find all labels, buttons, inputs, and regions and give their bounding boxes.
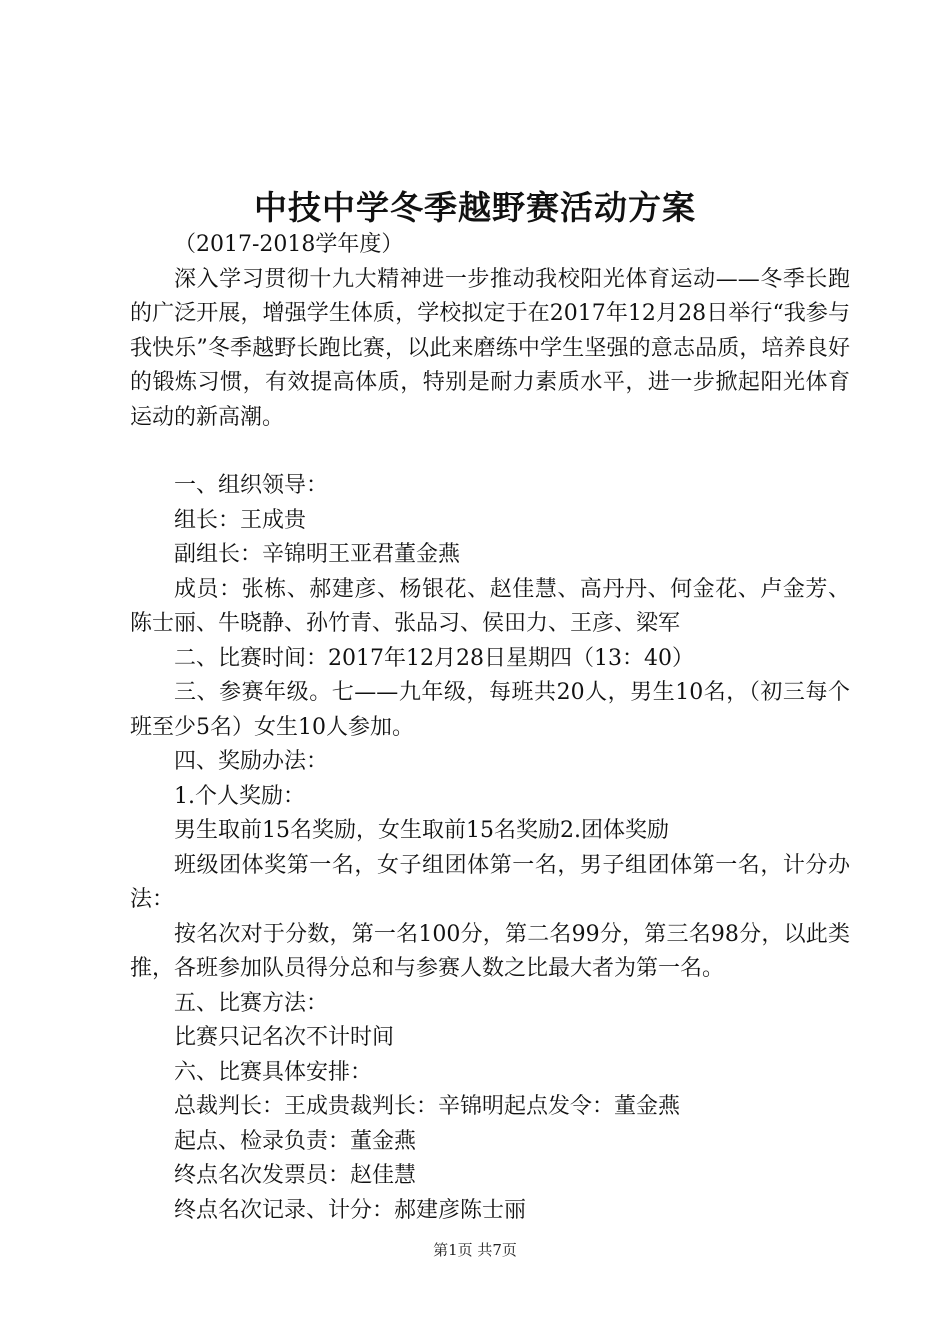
deputy-leader-line: 副组长：辛锦明王亚君董金燕 <box>174 542 461 567</box>
finish-record-line: 终点名次记录、计分：郝建彦陈士丽 <box>174 1197 527 1223</box>
section-heading-arrangement: 六、比赛具体安排： <box>174 1059 373 1085</box>
school-year-line: （2017-2018学年度） <box>174 232 404 257</box>
section-heading-organization: 一、组织领导： <box>174 473 329 498</box>
document-body <box>130 228 850 1228</box>
members-paragraph: 成员：张栋、郝建彦、杨银花、赵佳慧、高丹丹、何金花、卢金芳、陈士丽、牛晓静、孙竹青、张品习、侯田力、王彦、梁军 <box>130 576 850 636</box>
method-text: 比赛只记名次不计时间 <box>174 1025 395 1050</box>
section-heading-grades: 三、参赛年级。七——九年级，每班共20人，男生10名，（初三每个班至少5名）女生10人参加。 <box>130 680 850 740</box>
scoring-text: 按名次对于分数，第一名100分，第二名99分，第三名98分，以此类推，各班参加队员得分总和与参赛人数之比最大者为第一名。 <box>130 921 850 981</box>
section-heading-time: 二、比赛时间：2017年12月28日星期四（13：40） <box>174 645 694 671</box>
team-award-text: 班级团体奖第一名，女子组团体第一名，男子组团体第一名，计分办法： <box>130 852 850 912</box>
individual-award-heading: 1.个人奖励： <box>174 783 305 809</box>
section-heading-method: 五、比赛方法： <box>174 990 329 1016</box>
intro-paragraph: 深入学习贯彻十九大精神进一步推动我校阳光体育运动——冬季长跑的广泛开展，增强学生体质，学校拟定于在2017年12月28日举行“我参与我快乐”冬季越野长跑比赛，以此来磨练中学生坚强的意志品质，培养良好的锻炼习惯，有效提高体质，特别是耐力素质水平，进一步掀起阳光体育运动的新高潮。 <box>130 266 850 430</box>
finish-ticket-line: 终点名次发票员：赵佳慧 <box>174 1163 417 1188</box>
section-heading-awards: 四、奖励办法： <box>174 749 329 774</box>
page-number-footer: 第1页 共7页 <box>433 1241 517 1259</box>
start-checkin-line: 起点、检录负责：董金燕 <box>174 1128 417 1154</box>
leader-line: 组长：王成贵 <box>174 507 307 533</box>
document-title: 中技中学冬季越野赛活动方案 <box>254 188 696 227</box>
referee-line: 总裁判长：王成贵裁判长：辛锦明起点发令：董金燕 <box>174 1094 681 1119</box>
individual-award-text: 男生取前15名奖励，女生取前15名奖励2.团体奖励 <box>174 818 669 843</box>
